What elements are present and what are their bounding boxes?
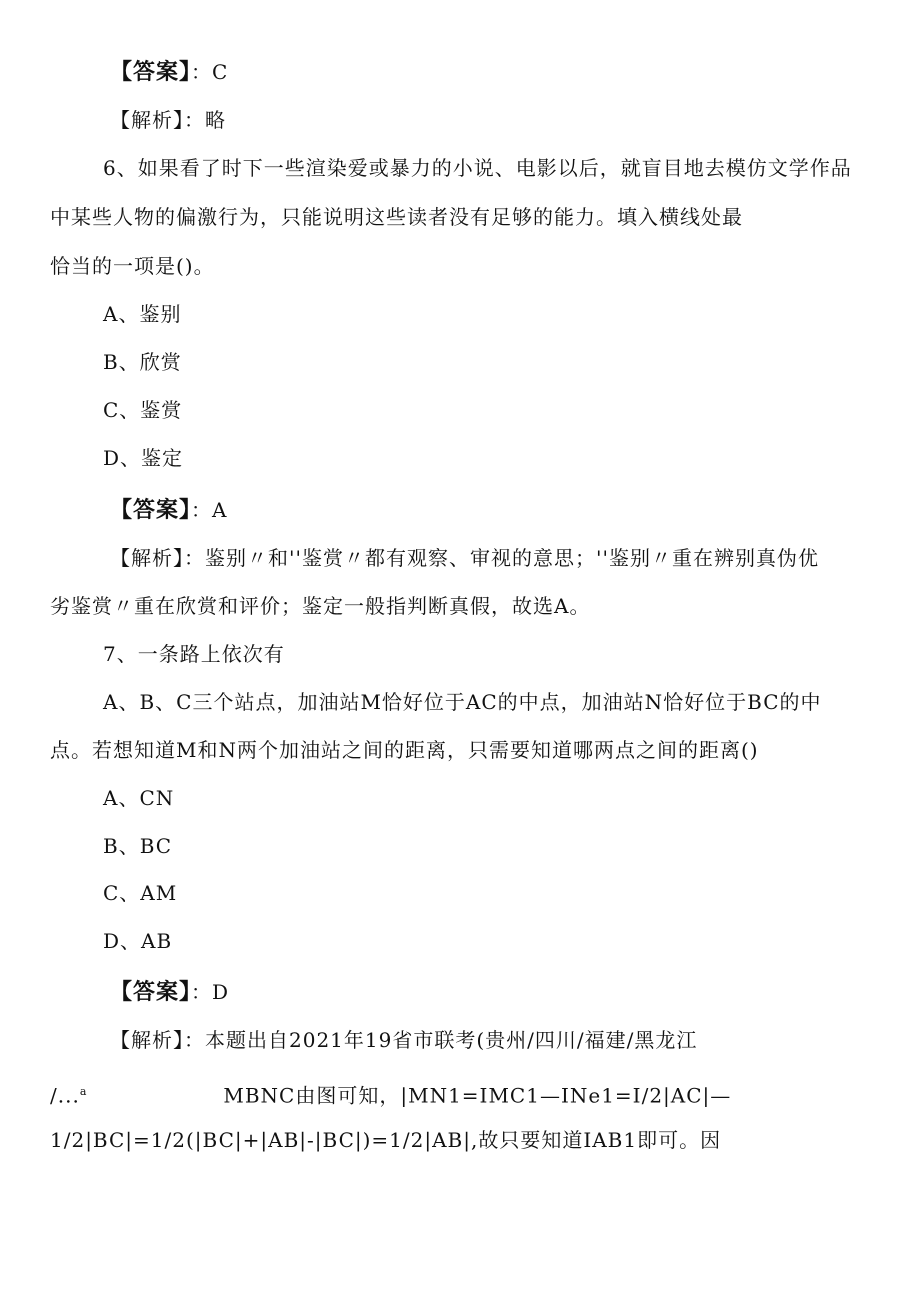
analysis-label: 【解析】 xyxy=(110,108,184,132)
question-7-answer-row xyxy=(110,978,229,1007)
answer-value: ：D xyxy=(191,980,230,1004)
question-6-option-a: A、鉴别 xyxy=(103,302,182,326)
question-7-option-a: A、CN xyxy=(103,786,175,810)
question-6-stem-line-3: 恰当的一项是()。 xyxy=(50,254,215,278)
question-7-stem-line-3: 点。若想知道M和N两个加油站之间的距离，只需要知道哪两点之间的距离() xyxy=(50,738,759,762)
answer-value: ：A xyxy=(191,498,228,522)
question-7-analysis-line-2 xyxy=(50,1078,731,1110)
analysis-text: ：鉴别〃和''鉴赏〃都有观察、审视的意思；''鉴别〃重在辨别真伪优 xyxy=(184,546,819,570)
question-6-option-c: C、鉴赏 xyxy=(103,398,183,422)
question-7-analysis-line-3: 1/2|BC|=1/2(|BC|+|AB|-|BC|)=1/2|AB|,故只要知道IAB1即可。因 xyxy=(50,1128,722,1152)
answer-row xyxy=(110,58,228,87)
analysis-label: 【解析】 xyxy=(110,1028,184,1052)
answer-value: ：C xyxy=(191,60,229,84)
answer-label: 【答案】 xyxy=(110,498,192,523)
analysis-formula: MBNC由图可知，|MN1=IMC1—INe1=I/2|AC|— xyxy=(223,1083,732,1108)
question-6-option-b: B、欣赏 xyxy=(103,350,182,374)
question-6-stem-line-1: 6、如果看了时下一些渲染爱或暴力的小说、电影以后，就盲目地去模仿文学作品 xyxy=(103,156,852,180)
analysis-row xyxy=(110,106,226,134)
question-6-analysis-line-2: 劣鉴赏〃重在欣赏和评价；鉴定一般指判断真假，故选A。 xyxy=(50,594,591,618)
analysis-label: 【解析】 xyxy=(110,546,184,570)
answer-label: 【答案】 xyxy=(110,980,192,1005)
question-7-option-b: B、BC xyxy=(103,834,173,858)
question-6-answer-row xyxy=(110,496,227,525)
question-7-option-c: C、AM xyxy=(103,881,178,905)
question-7-option-d: D、AB xyxy=(103,929,173,953)
question-6-stem-line-2: 中某些人物的偏激行为，只能说明这些读者没有足够的能力。填入横线处最 xyxy=(50,205,743,229)
analysis-ellipsis: /... xyxy=(50,1083,80,1108)
question-6-option-d: D、鉴定 xyxy=(103,446,184,470)
question-7-stem-line-2: A、B、C三个站点，加油站M恰好位于AC的中点，加油站N恰好位于BC的中 xyxy=(103,690,822,714)
analysis-text: ：本题出自2021年19省市联考(贵州/四川/福建/黑龙江 xyxy=(184,1028,698,1052)
analysis-superscript: a xyxy=(79,1085,88,1098)
analysis-value: ：略 xyxy=(184,108,226,132)
question-7-analysis-line-1 xyxy=(110,1026,697,1054)
question-7-stem-line-1: 7、一条路上依次有 xyxy=(103,642,285,666)
question-6-analysis-line-1 xyxy=(110,544,819,572)
answer-label: 【答案】 xyxy=(110,60,192,85)
